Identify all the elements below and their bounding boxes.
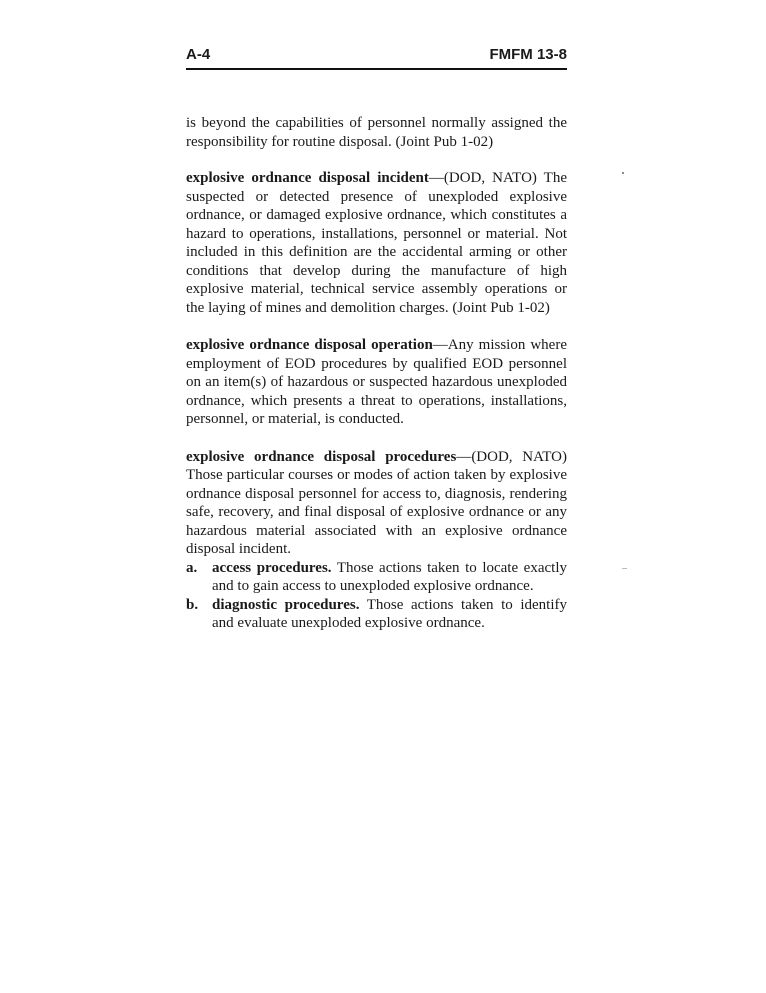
entry-term: explosive ordnance disposal incident (186, 170, 429, 186)
list-marker: a. (186, 559, 198, 576)
scan-mark (622, 568, 627, 569)
entry-term: explosive ordnance disposal operation (186, 337, 433, 353)
continuation-paragraph: is beyond the capabilities of personnel normally assigned the responsibility for routine disposal. (Joint Pub 1-02) (186, 115, 567, 150)
entry-term: explosive ordnance disposal procedures (186, 448, 457, 465)
entry-definition: —Any mission where employment of EOD procedures by qualified EOD personnel on an item(s) of hazardous or suspected hazardous unexploded ordnance, which presents a threat to operations, installations, personnel, or material, is conducted. (186, 337, 567, 427)
page-number: A-4 (186, 46, 211, 63)
list-item (186, 596, 567, 633)
scan-speck (622, 172, 624, 174)
document-id: FMFM 13-8 (489, 46, 567, 63)
list-marker: b. (186, 596, 199, 613)
page-header (186, 44, 567, 66)
subitem-definition: Those actions taken to identify and evaluate unexploded explosive ordnance. (212, 596, 567, 631)
procedures-sublist (186, 559, 567, 633)
glossary-entry-incident (186, 169, 567, 317)
glossary-content (186, 114, 567, 633)
list-item (186, 559, 567, 596)
glossary-entry-procedures (186, 448, 567, 559)
subitem-term: access procedures. (212, 559, 332, 576)
subitem-term: diagnostic procedures. (212, 596, 360, 613)
entry-definition: —(DOD, NATO) Those particular courses or modes of action taken by explosive ordnance disposal personnel for access to, diagnosis, rendering safe, recovery, and final disposal of explosive ordnance or any hazardous material associated with an explosive ordnance disposal incident. (186, 448, 567, 557)
entry-definition: —(DOD, NATO) The suspected or detected presence of unexploded explosive ordnance, or damaged explosive ordnance, which constitutes a hazard to operations, installations, personnel or material. Not included in this definition are the accidental arming or other conditions that develop during the manufacture of high explosive material, technical service assembly operations or the laying of mines and demolition charges. (Joint Pub 1-02) (186, 170, 568, 316)
subitem-definition: Those actions taken to locate exactly and to gain access to unexploded explosive ordnance. (212, 559, 567, 594)
header-rule (186, 68, 567, 70)
glossary-entry-operation (186, 336, 567, 429)
